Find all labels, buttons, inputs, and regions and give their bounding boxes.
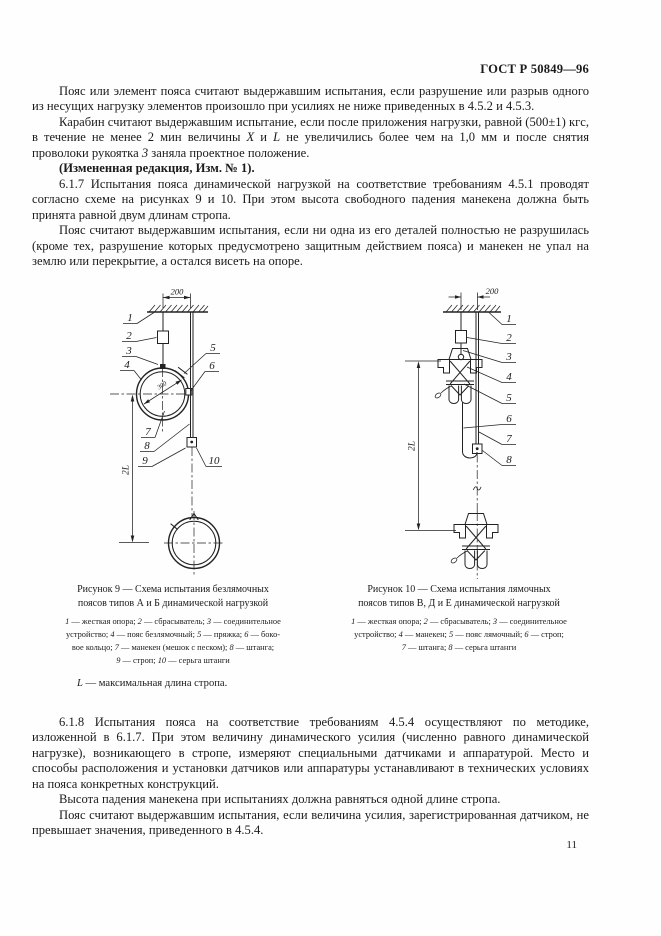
svg-text:4: 4 [506,371,512,383]
harness-straps-x [451,362,470,384]
lanyard-loop [434,392,442,399]
part-label-5 [464,384,516,404]
part-label-8 [483,451,517,467]
svg-text:8: 8 [144,440,150,452]
doc-number: ГОСТ Р 50849—96 [480,62,589,76]
part-label-4 [467,367,516,383]
figure-9-legend: 1 — жесткая опора; 2 — сбрасыватель; 3 — соединительное устройство; 4 — пояс безлямочный; 5 — пряжка; 6 — боко- вое кольцо; 7 — манекен (мешок с песком); 8 — штанга; 9 — строп; 10 — серьга штанги [65,617,281,665]
fallen-manikin-sack [164,511,224,577]
svg-text:7: 7 [145,426,151,438]
paragraph-fall-height: Высота падения манекена при испытаниях должна равняться одной длине стропа. [59,792,501,807]
rigid-support [443,305,501,312]
svg-text:9: 9 [142,455,148,467]
svg-text:5: 5 [506,392,512,404]
release-device [456,331,467,344]
svg-text:8: 8 [506,454,512,466]
drop-dimension [405,361,456,531]
figure-9-caption: Рисунок 9 — Схема испытания безлямочных поясов типов А и Б динамической нагрузкой [77,584,269,609]
part-label-6 [464,413,517,428]
drop-dimension [119,395,149,543]
page-number: 11 [566,839,577,851]
svg-text:6: 6 [506,413,512,425]
svg-text:7: 7 [506,433,512,445]
svg-text:3: 3 [126,345,132,357]
connecting-device [458,354,463,359]
body-text-block-1 [32,84,589,269]
figure-9-diagram [95,282,240,582]
dim-200-label: 200 [485,286,499,296]
part-label-2 [467,332,516,344]
dim-2l-label: 2L [407,440,418,452]
svg-text:3: 3 [506,351,512,363]
paragraph-6-1-8: 6.1.8 Испытания пояса на соответствие требованиям 4.5.4 осуществляют по методике, изложенной в 6.1.7. При этом величину динамического усилия (численно равного динамической нагрузке), возникающего в стропе, измеряют специальными датчиками и аппаратурой. Место и способы расположения и установки датчиков или аппаратуры устанавливают в технических условиях на пояса конкретных конструкций. [32,715,589,791]
body-text-block-2 [32,715,589,839]
svg-text:5: 5 [210,342,216,354]
svg-text:1: 1 [506,313,512,325]
svg-text:2: 2 [506,332,512,344]
figure-10-diagram [398,282,533,584]
rod [191,312,194,438]
dim-200-label: 200 [170,286,184,297]
part-label-1 [489,313,516,326]
part-label-2 [122,330,157,342]
manikin-fallen [450,514,498,569]
part-label-4 [120,359,142,380]
dim-2l-label: 2L [121,464,132,476]
paragraph-6-1-7: 6.1.7 Испытания пояса динамической нагрузкой на соответствие требованиям 4.5.1 проводят согласно схеме на рисунках 9 и 10. При этом высота свободного падения манекена должна быть принята равной двум длинам стропа. [32,176,589,222]
part-label-7 [141,411,165,438]
svg-text:4: 4 [124,359,130,371]
release-device [158,331,169,344]
rigid-support [147,305,208,312]
note-max-sling-length: L — максимальная длина стропа. [77,678,228,689]
svg-text:10: 10 [208,455,220,467]
svg-text:6: 6 [209,360,215,372]
rod [476,312,479,444]
figure-10-legend: 1 — жесткая опора; 2 — сбрасыватель; 3 — соединительное устройство; 4 — манекен; 5 — пояс лямочный; 6 — строп; 7 — штанга; 8 — серьга штанги [351,617,567,652]
part-label-7 [479,432,516,445]
part-label-10 [197,448,223,467]
part-label-6 [191,360,219,391]
paragraph-belt-test: Пояс или элемент пояса считают выдержавшим испытания, если разрушение или разрыв одного из несущих нагрузку элементов произошло при усилиях не ниже приведенных в 4.5.2 и 4.5.3. [32,84,589,114]
rod-shackle [187,438,197,448]
manikin-left-arm [438,360,450,374]
lanyard-cord [441,386,452,394]
width-dimension [163,287,191,309]
paragraph-belt-pass-criteria: Пояс считают выдержавшим испытания, если ни одна из его деталей полностью не разрушилась (кроме тех, разрушение которых предусмотрено защитным действием пояса) и манекен не упал на землю или перекрытие, а остался висеть на опоре. [32,223,589,268]
part-label-1 [123,312,154,324]
diameter-dimension [144,380,182,404]
figure-10-caption: Рисунок 10 — Схема испытания лямочных поясов типов В, Д и Е динамической нагрузкой [358,584,560,609]
svg-text:1: 1 [127,312,133,324]
paragraph-amended-edition: (Измененная редакция, Изм. № 1). [59,161,255,176]
dim-300-label: 300 [156,380,169,392]
paragraph-carabiner-test: Карабин считают выдержавшим испытание, если после приложения нагрузки, равной (500±1) кгс, в течение не менее 2 мин величины X и L не увеличились более чем на 1,0 мм и после снятия проволоки рукоятка 3 заняла проектное положение. [32,114,589,160]
harness-lower-straps [452,386,469,395]
paragraph-force-criteria: Пояс считают выдержавшим испытания, если величина усилия, зарегистрированная датчиком, не превышает значения, приведенного в 4.5.4. [32,807,589,838]
svg-text:2: 2 [126,330,132,342]
